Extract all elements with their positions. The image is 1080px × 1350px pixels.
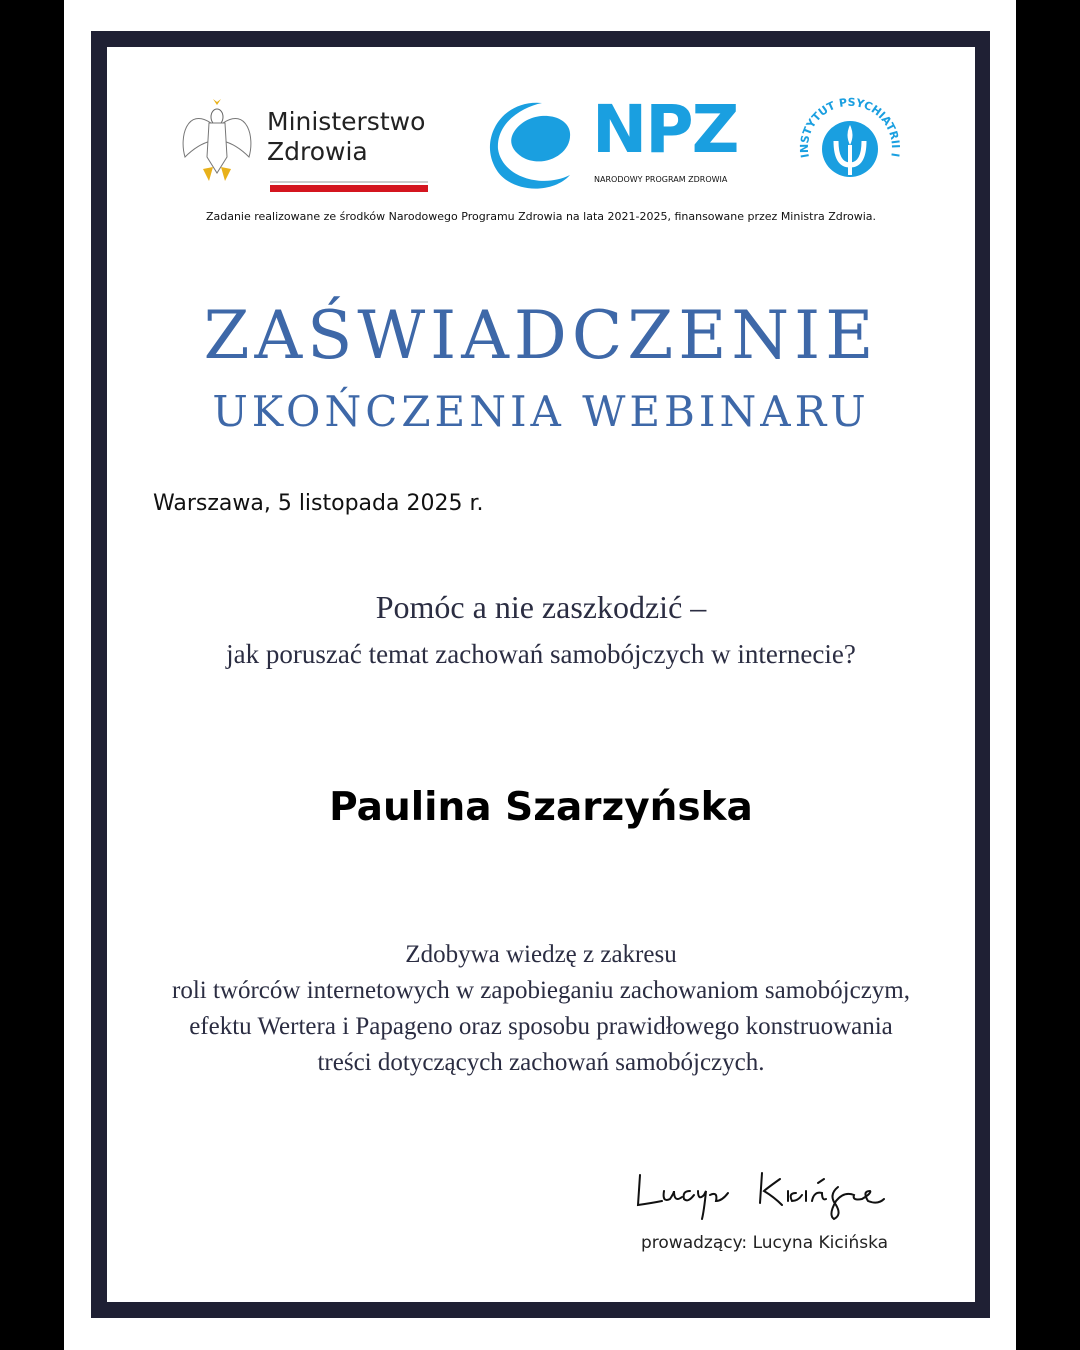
description-line: treści dotyczących zachowań samobójczych. <box>317 1049 765 1076</box>
certificate <box>107 47 975 1302</box>
flag-bars <box>270 181 428 192</box>
ministry-name: Ministerstwo Zdrowia <box>267 107 426 166</box>
description-line: roli twórców internetowych w zapobieganiu zachowaniom samobójczym, <box>172 977 910 1004</box>
npz-wordmark: NPZ <box>592 91 738 168</box>
funding-note: Zadanie realizowane ze środków Narodowego Programu Zdrowia na lata 2021-2025, finansowane przez Ministra Zdrowia. <box>205 210 877 223</box>
recipient-name: Paulina Szarzyńska <box>329 785 753 830</box>
npz-drop-icon <box>482 99 582 195</box>
certificate-subtitle: UKOŃCZENIA WEBINARU <box>212 387 870 436</box>
description-line: Zdobywa wiedzę z zakresu <box>405 941 677 968</box>
place-date: Warszawa, 5 listopada 2025 r. <box>153 491 484 516</box>
description <box>107 937 975 1081</box>
certificate-title: ZAŚWIADCZENIE <box>203 297 879 374</box>
webinar-title: Pomóc a nie zaszkodzić – <box>375 589 707 625</box>
webinar-subtitle: jak poruszać temat zachowań samobójczych w internecie? <box>226 639 856 669</box>
npz-subtitle: NARODOWY PROGRAM ZDROWIA <box>594 175 728 184</box>
npz-logo <box>482 91 747 191</box>
svg-text:INSTYTUT PSYCHIATRII I NEUROLO: INSTYTUT PSYCHIATRII I <box>797 97 903 159</box>
ipin-logo <box>795 97 905 197</box>
handwritten-signature <box>632 1165 912 1225</box>
eagle-emblem-icon <box>177 97 257 189</box>
ministry-logo <box>177 97 432 197</box>
signature-caption: prowadzący: Lucyna Kicińska <box>641 1233 889 1253</box>
description-line: efektu Wertera i Papageno oraz sposobu prawidłowego konstruowania <box>189 1013 893 1040</box>
ipin-emblem-icon <box>795 97 905 197</box>
